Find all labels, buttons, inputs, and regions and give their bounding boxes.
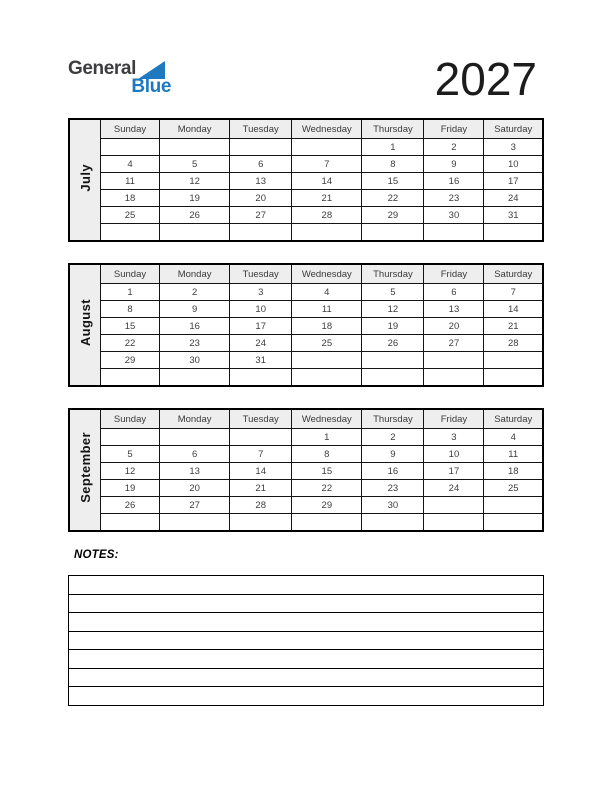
day-cell-july-16: 16	[424, 173, 484, 190]
day-cell-august-25: 25	[292, 335, 362, 352]
day-cell-july-21: 21	[292, 190, 362, 207]
day-header-saturday: Saturday	[484, 409, 543, 429]
week-row	[69, 335, 543, 352]
week-row	[69, 207, 543, 224]
month-table-july	[68, 118, 544, 242]
empty-day-cell	[362, 224, 424, 242]
notes-line	[69, 576, 544, 595]
year-title: 2027	[434, 53, 537, 105]
day-cell-july-22: 22	[362, 190, 424, 207]
day-cell-august-10: 10	[230, 301, 292, 318]
day-header-sunday: Sunday	[101, 409, 160, 429]
week-row	[69, 369, 543, 387]
day-cell-august-26: 26	[362, 335, 424, 352]
day-cell-august-28: 28	[484, 335, 543, 352]
notes-line	[69, 613, 544, 632]
day-header-tuesday: Tuesday	[230, 119, 292, 139]
day-cell-july-13: 13	[230, 173, 292, 190]
day-header-friday: Friday	[424, 409, 484, 429]
day-cell-september-25: 25	[484, 480, 543, 497]
empty-day-cell	[484, 369, 543, 387]
day-cell-july-23: 23	[424, 190, 484, 207]
day-cell-august-17: 17	[230, 318, 292, 335]
day-cell-august-19: 19	[362, 318, 424, 335]
day-cell-august-22: 22	[101, 335, 160, 352]
day-cell-september-14: 14	[230, 463, 292, 480]
day-header-monday: Monday	[160, 409, 230, 429]
day-cell-september-17: 17	[424, 463, 484, 480]
logo-text-general: General	[68, 58, 136, 79]
day-cell-september-24: 24	[424, 480, 484, 497]
day-cell-july-7: 7	[292, 156, 362, 173]
day-cell-september-27: 27	[160, 497, 230, 514]
day-cell-september-26: 26	[101, 497, 160, 514]
notes-table	[68, 575, 544, 706]
empty-day-cell	[484, 514, 543, 532]
empty-day-cell	[292, 224, 362, 242]
general-blue-logo	[68, 58, 174, 96]
day-cell-july-8: 8	[362, 156, 424, 173]
empty-day-cell	[424, 514, 484, 532]
day-cell-september-20: 20	[160, 480, 230, 497]
day-cell-august-6: 6	[424, 284, 484, 301]
day-cell-july-3: 3	[484, 139, 543, 156]
empty-day-cell	[362, 369, 424, 387]
day-header-saturday: Saturday	[484, 264, 543, 284]
day-cell-august-23: 23	[160, 335, 230, 352]
day-cell-july-1: 1	[362, 139, 424, 156]
empty-day-cell	[424, 369, 484, 387]
day-header-wednesday: Wednesday	[292, 119, 362, 139]
empty-day-cell	[230, 429, 292, 446]
week-row	[69, 352, 543, 369]
logo-text-blue: Blue	[131, 76, 171, 97]
day-cell-september-7: 7	[230, 446, 292, 463]
notes-line	[69, 687, 544, 706]
day-cell-july-29: 29	[362, 207, 424, 224]
day-cell-july-10: 10	[484, 156, 543, 173]
day-cell-july-25: 25	[101, 207, 160, 224]
week-row	[69, 301, 543, 318]
day-cell-september-12: 12	[101, 463, 160, 480]
week-row	[69, 429, 543, 446]
empty-day-cell	[160, 369, 230, 387]
day-cell-august-13: 13	[424, 301, 484, 318]
day-cell-september-10: 10	[424, 446, 484, 463]
day-cell-september-8: 8	[292, 446, 362, 463]
day-cell-july-5: 5	[160, 156, 230, 173]
empty-day-cell	[160, 139, 230, 156]
week-row	[69, 446, 543, 463]
empty-day-cell	[292, 139, 362, 156]
day-cell-september-29: 29	[292, 497, 362, 514]
empty-day-cell	[230, 139, 292, 156]
week-row	[69, 190, 543, 207]
day-header-sunday: Sunday	[101, 264, 160, 284]
month-block-september	[68, 408, 544, 532]
day-cell-september-3: 3	[424, 429, 484, 446]
empty-day-cell	[230, 224, 292, 242]
day-cell-july-2: 2	[424, 139, 484, 156]
notes-line	[69, 668, 544, 687]
month-label-september	[69, 409, 101, 531]
day-header-tuesday: Tuesday	[230, 409, 292, 429]
day-cell-july-9: 9	[424, 156, 484, 173]
day-cell-september-28: 28	[230, 497, 292, 514]
day-header-tuesday: Tuesday	[230, 264, 292, 284]
day-cell-september-5: 5	[101, 446, 160, 463]
empty-day-cell	[484, 352, 543, 369]
week-row	[69, 224, 543, 242]
day-cell-september-2: 2	[362, 429, 424, 446]
day-cell-august-31: 31	[230, 352, 292, 369]
day-cell-july-24: 24	[484, 190, 543, 207]
day-cell-august-16: 16	[160, 318, 230, 335]
empty-day-cell	[424, 352, 484, 369]
day-cell-september-21: 21	[230, 480, 292, 497]
day-cell-august-12: 12	[362, 301, 424, 318]
day-cell-september-15: 15	[292, 463, 362, 480]
day-cell-august-1: 1	[101, 284, 160, 301]
week-row	[69, 514, 543, 532]
empty-day-cell	[101, 224, 160, 242]
day-cell-july-12: 12	[160, 173, 230, 190]
empty-day-cell	[292, 352, 362, 369]
day-header-saturday: Saturday	[484, 119, 543, 139]
day-header-thursday: Thursday	[362, 264, 424, 284]
empty-day-cell	[362, 514, 424, 532]
empty-day-cell	[292, 514, 362, 532]
day-header-wednesday: Wednesday	[292, 409, 362, 429]
empty-day-cell	[484, 497, 543, 514]
month-label-july	[69, 119, 101, 241]
day-cell-september-23: 23	[362, 480, 424, 497]
day-cell-september-11: 11	[484, 446, 543, 463]
month-name-text: August	[77, 298, 93, 347]
day-cell-july-20: 20	[230, 190, 292, 207]
day-cell-july-28: 28	[292, 207, 362, 224]
week-row	[69, 284, 543, 301]
day-cell-september-16: 16	[362, 463, 424, 480]
notes-line	[69, 650, 544, 669]
day-cell-july-4: 4	[101, 156, 160, 173]
month-label-august	[69, 264, 101, 386]
day-cell-august-24: 24	[230, 335, 292, 352]
day-cell-august-30: 30	[160, 352, 230, 369]
day-cell-august-7: 7	[484, 284, 543, 301]
week-row	[69, 318, 543, 335]
day-cell-august-11: 11	[292, 301, 362, 318]
empty-day-cell	[160, 224, 230, 242]
month-table-august	[68, 263, 544, 387]
day-cell-july-17: 17	[484, 173, 543, 190]
empty-day-cell	[101, 139, 160, 156]
day-cell-august-4: 4	[292, 284, 362, 301]
day-cell-august-9: 9	[160, 301, 230, 318]
day-cell-july-30: 30	[424, 207, 484, 224]
day-cell-august-21: 21	[484, 318, 543, 335]
day-cell-july-26: 26	[160, 207, 230, 224]
day-cell-august-3: 3	[230, 284, 292, 301]
notes-line	[69, 594, 544, 613]
week-row	[69, 497, 543, 514]
day-cell-september-6: 6	[160, 446, 230, 463]
day-header-monday: Monday	[160, 119, 230, 139]
notes-lines	[69, 576, 544, 706]
day-cell-august-5: 5	[362, 284, 424, 301]
month-name-text: September	[77, 432, 93, 503]
month-block-august	[68, 263, 544, 387]
notes-label: NOTES:	[74, 549, 119, 561]
notes-line	[69, 631, 544, 650]
day-cell-september-19: 19	[101, 480, 160, 497]
day-header-friday: Friday	[424, 264, 484, 284]
day-header-wednesday: Wednesday	[292, 264, 362, 284]
day-cell-september-9: 9	[362, 446, 424, 463]
empty-day-cell	[160, 429, 230, 446]
day-cell-july-31: 31	[484, 207, 543, 224]
day-cell-july-19: 19	[160, 190, 230, 207]
month-name-text: July	[77, 163, 93, 192]
empty-day-cell	[101, 514, 160, 532]
day-cell-september-22: 22	[292, 480, 362, 497]
day-cell-july-11: 11	[101, 173, 160, 190]
day-cell-august-2: 2	[160, 284, 230, 301]
day-header-thursday: Thursday	[362, 409, 424, 429]
day-cell-august-14: 14	[484, 301, 543, 318]
week-row	[69, 139, 543, 156]
day-header-thursday: Thursday	[362, 119, 424, 139]
day-cell-september-18: 18	[484, 463, 543, 480]
day-cell-july-27: 27	[230, 207, 292, 224]
month-block-july	[68, 118, 544, 242]
empty-day-cell	[424, 497, 484, 514]
day-cell-august-20: 20	[424, 318, 484, 335]
day-cell-august-27: 27	[424, 335, 484, 352]
day-cell-september-30: 30	[362, 497, 424, 514]
day-header-monday: Monday	[160, 264, 230, 284]
empty-day-cell	[230, 514, 292, 532]
empty-day-cell	[362, 352, 424, 369]
week-row	[69, 173, 543, 190]
empty-day-cell	[424, 224, 484, 242]
week-row	[69, 463, 543, 480]
empty-day-cell	[101, 369, 160, 387]
day-cell-july-14: 14	[292, 173, 362, 190]
day-cell-august-18: 18	[292, 318, 362, 335]
week-row	[69, 480, 543, 497]
day-cell-july-18: 18	[101, 190, 160, 207]
empty-day-cell	[101, 429, 160, 446]
empty-day-cell	[160, 514, 230, 532]
day-cell-august-15: 15	[101, 318, 160, 335]
empty-day-cell	[292, 369, 362, 387]
day-header-sunday: Sunday	[101, 119, 160, 139]
day-header-friday: Friday	[424, 119, 484, 139]
day-cell-july-6: 6	[230, 156, 292, 173]
month-table-september	[68, 408, 544, 532]
day-cell-august-8: 8	[101, 301, 160, 318]
day-cell-september-1: 1	[292, 429, 362, 446]
day-cell-september-13: 13	[160, 463, 230, 480]
week-row	[69, 156, 543, 173]
day-cell-august-29: 29	[101, 352, 160, 369]
day-cell-july-15: 15	[362, 173, 424, 190]
empty-day-cell	[484, 224, 543, 242]
day-cell-september-4: 4	[484, 429, 543, 446]
empty-day-cell	[230, 369, 292, 387]
